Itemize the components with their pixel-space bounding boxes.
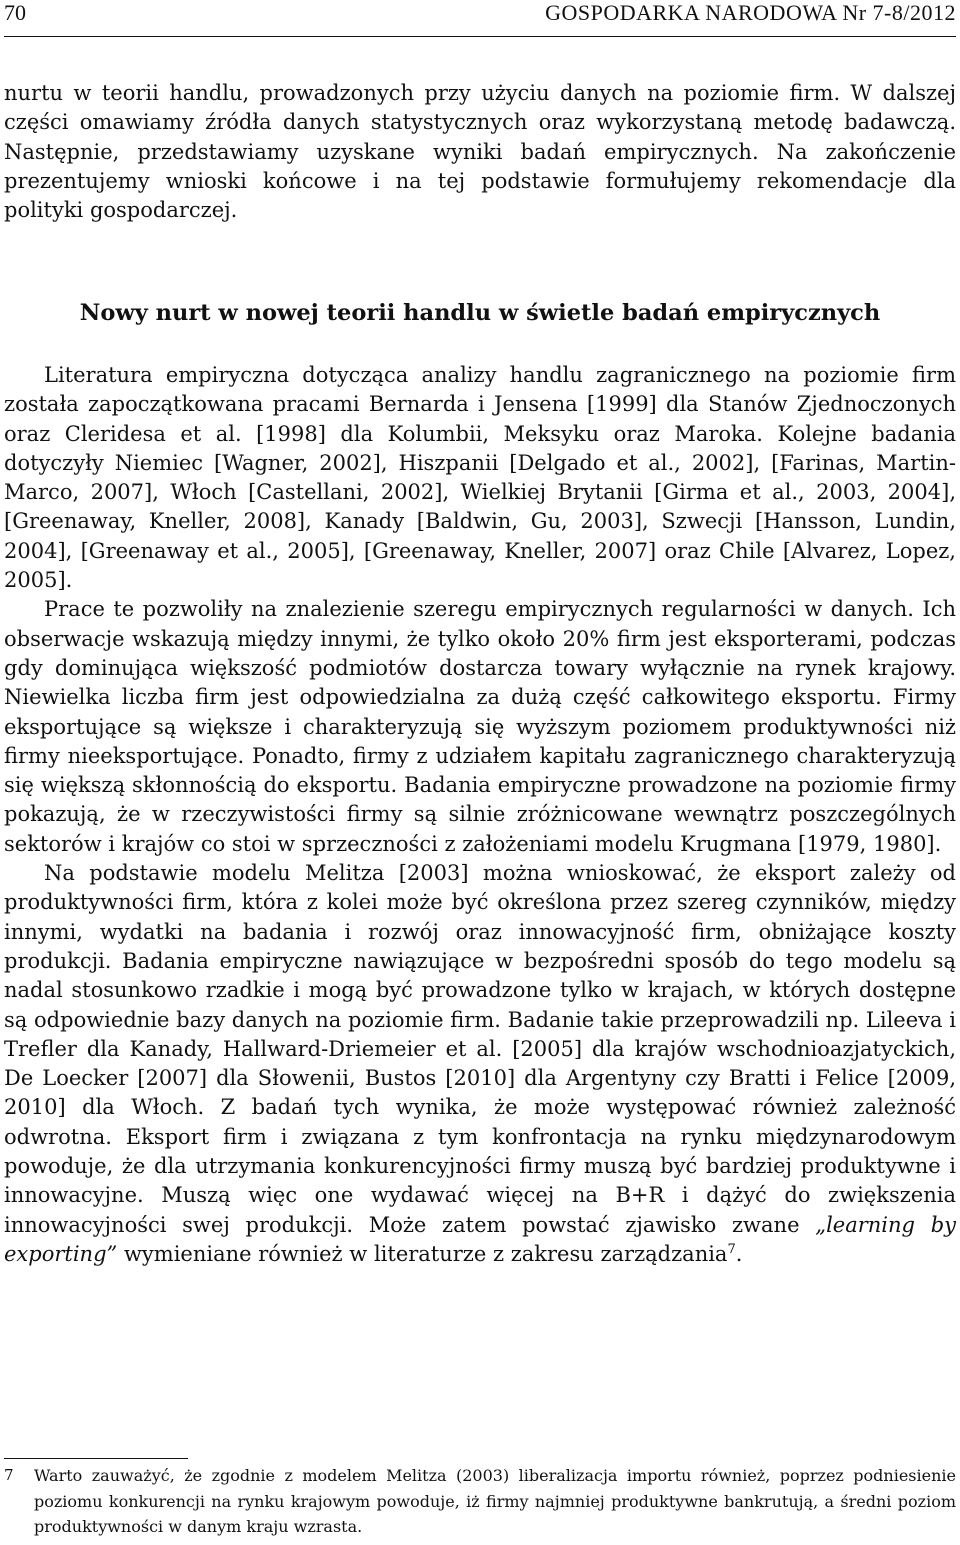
section-body xyxy=(4,361,956,1269)
footnote-rule xyxy=(4,1458,188,1459)
footnote-mark: 7 xyxy=(4,1466,14,1484)
paragraph-3-tail: wymieniane również w literaturze z zakresu zarządzania xyxy=(117,1241,728,1266)
footnote-reference[interactable]: 7 xyxy=(727,1241,736,1257)
paragraph-3-end: . xyxy=(735,1241,743,1266)
header-rule xyxy=(4,36,956,37)
running-title: GOSPODARKA NARODOWA Nr 7-8/2012 xyxy=(545,0,956,25)
page-number: 70 xyxy=(4,0,26,25)
paragraph-3-main: Na podstawie modelu Melitza [2003] można wnioskować, że eksport zależy od produktywności firm, która z kolei może być określona przez szereg czynników, między innymi, wydatki na badania i rozwój oraz innowacyjność firm, obniżające koszty produkcji. Badania empiryczne nawiązujące w bezpośredni sposób do tego modelu są nadal stosunkowo rzadkie i mogą być prowadzone tylko w krajach, w których dostępne są odpowiednie bazy danych na poziomie firm. Badanie takie przeprowadzili np. Lileeva i Trefler dla Kanady, Hallward-Driemeier et al. [2005] dla krajów wschodnioazjatyckich, De Loecker [2007] dla Słowenii, Bustos [2010] dla Argentyny czy Bratti i Felice [2009, 2010] dla Włoch. Z badań tych wynika, że może występować również zależność odwrotna. Eksport firm i związana z tym konfrontacja na rynku międzynarodowym powoduje, że dla utrzymania konkurencyjności firmy muszą być bardziej produktywne i innowacyjne. Muszą więc one wydawać więcej na B+R i dążyć do zwiększenia innowacyjności swej produkcji. Może zatem powstać zjawisko zwane xyxy=(4,861,956,1237)
paragraph-1: Literatura empiryczna dotycząca analizy handlu zagranicznego na poziomie firm została zapoczątkowana pracami Bernarda i Jensena [1999] dla Stanów Zjednoczonych oraz Cleridesa et al. [1998] dla Kolumbii, Meksyku oraz Maroka. Kolejne badania dotyczyły Niemiec [Wagner, 2002], Hiszpanii [Delgado et al., 2002], [Farinas, Martin-Marco, 2007], Włoch [Castellani, 2002], Wielkiej Brytanii [Girma et al., 2003, 2004], [Greenaway, Kneller, 2008], Kanady [Baldwin, Gu, 2003], Szwecji [Hansson, Lundin, 2004], [Greenaway et al., 2005], [Greenaway, Kneller, 2007] oraz Chile [Alvarez, Lopez, 2005]. xyxy=(4,363,956,593)
paragraph-3-italic-term: „learning by exporting” xyxy=(4,1212,956,1266)
footnote-text: Warto zauważyć, że zgodnie z modelem Melitza (2003) liberalizacja importu również, poprzez podniesienie poziomu konkurencji na rynku krajowym powoduje, iż firmy najmniej produktywne bankrutują, a średni poziom produktywności w danym kraju wzrasta. xyxy=(34,1466,956,1536)
paragraph-3 xyxy=(4,859,956,1269)
section-heading: Nowy nurt w nowej teorii handlu w świetle badań empirycznych xyxy=(79,300,881,326)
paragraph-2: Prace te pozwoliły na znalezienie szeregu empirycznych regularności w danych. Ich obserwacje wskazują między innymi, że tylko około 20% firm jest eksporterami, podczas gdy dominująca większość podmiotów dostarcza towary wyłącznie na rynek krajowy. Niewielka liczba firm jest odpowiedzialna za dużą część całkowitego eksportu. Firmy eksportujące są większe i charakteryzują się wyższym poziomem produktywności niż firmy nieeksportujące. Ponadto, firmy z udziałem kapitału zagranicznego charakteryzują się większą skłonnością do eksportu. Badania empiryczne prowadzone na poziomie firmy pokazują, że w rzeczywistości firmy są silnie zróżnicowane wewnątrz poszczególnych sektorów i krajów co stoi w sprzeczności z założeniami modelu Krugmana [1979, 1980]. xyxy=(4,597,956,856)
footnote xyxy=(4,1463,956,1540)
intro-text xyxy=(4,79,956,225)
intro-paragraph: nurtu w teorii handlu, prowadzonych przy użyciu danych na poziomie firm. W dalszej części omawiamy źródła danych statystycznych oraz wykorzystaną metodę badawczą. Następnie, przedstawiamy uzyskane wyniki badań empirycznych. Na zakończenie prezentujemy wnioski końcowe i na tej podstawie formułujemy rekomendacje dla polityki gospodarczej. xyxy=(4,81,956,223)
page-header xyxy=(4,0,956,26)
